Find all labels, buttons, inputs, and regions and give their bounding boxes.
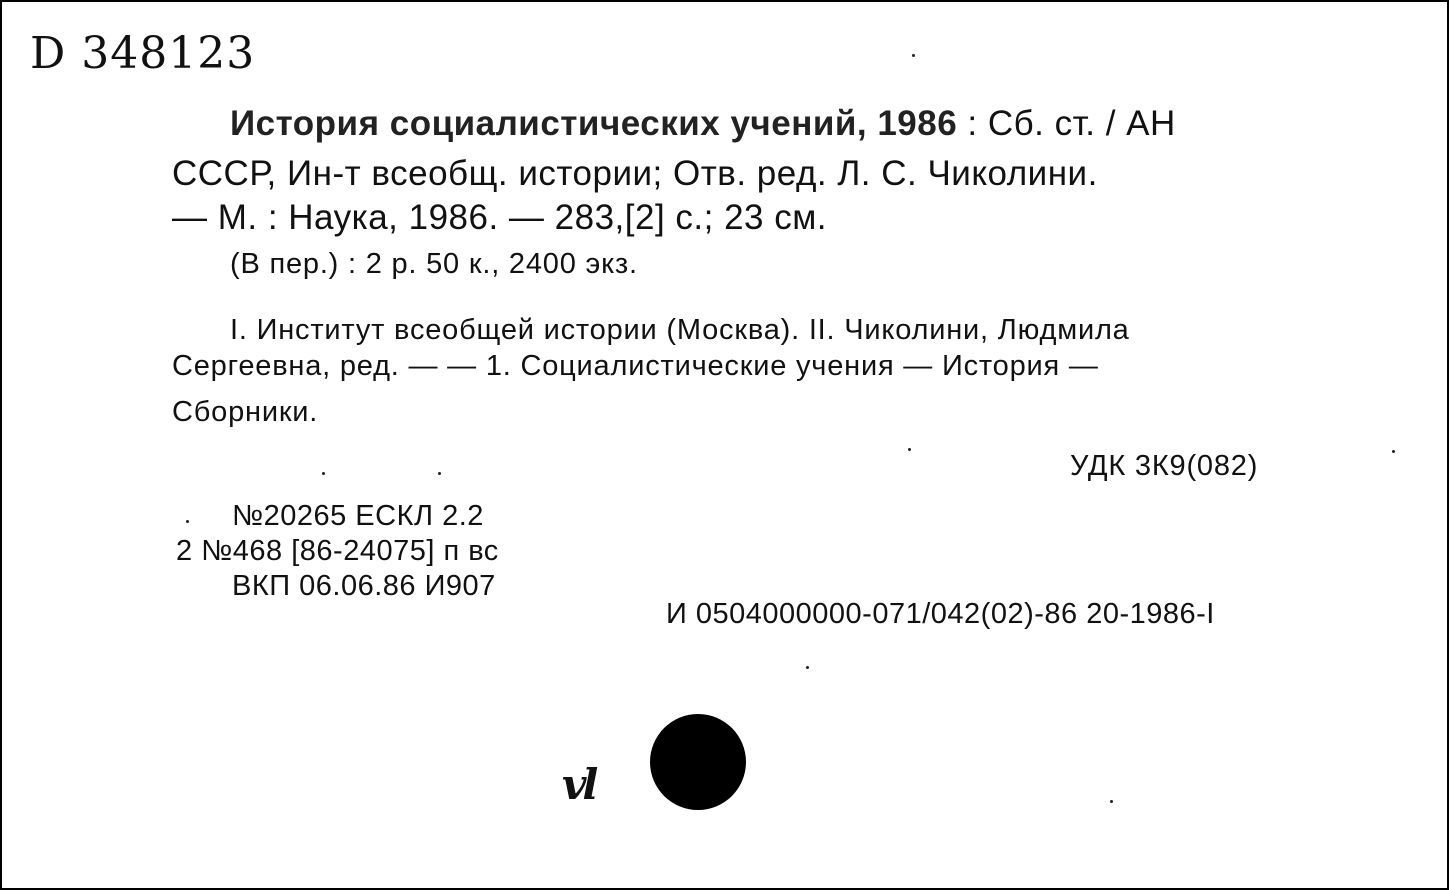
description-line-4: (В пер.) : 2 р. 50 к., 2400 экз. <box>230 248 638 280</box>
udk-code: УДК 3К9(082) <box>1070 450 1259 482</box>
punch-hole <box>650 714 746 810</box>
description-line-1-rest: : Сб. ст. / АН <box>957 104 1176 143</box>
registry-line-1: №20265 ЕСКЛ 2.2 <box>232 500 484 532</box>
speck <box>438 472 441 475</box>
tracing-line-3: Сборники. <box>172 396 319 428</box>
speck <box>186 520 189 523</box>
call-number: D 348123 <box>30 28 256 79</box>
speck <box>1110 800 1113 803</box>
speck <box>912 54 915 57</box>
description-line-2: СССР, Ин-т всеобщ. истории; Отв. ред. Л. С. Чиколини. <box>172 154 1098 193</box>
description-line-1 <box>230 106 1176 141</box>
description-line-3: — М. : Наука, 1986. — 283,[2] с.; 23 см. <box>172 198 828 237</box>
tracing-line-2: Сергеевна, ред. — — 1. Социалистические учения — История — <box>172 350 1099 382</box>
book-title: История социалистических учений, 1986 <box>230 104 958 143</box>
speck <box>908 448 911 451</box>
registry-line-3: ВКП 06.06.86 И907 <box>232 570 496 602</box>
registry-line-2: 2 №468 [86-24075] п вс <box>176 535 499 567</box>
speck <box>1392 450 1395 453</box>
speck <box>806 666 809 669</box>
handwritten-mark: vl <box>562 760 595 809</box>
tracing-line-1: I. Институт всеобщей истории (Москва). II. Чиколини, Людмила <box>230 314 1130 346</box>
index-code: И 0504000000-071/042(02)-86 20-1986-I <box>666 598 1215 630</box>
speck <box>322 472 325 475</box>
